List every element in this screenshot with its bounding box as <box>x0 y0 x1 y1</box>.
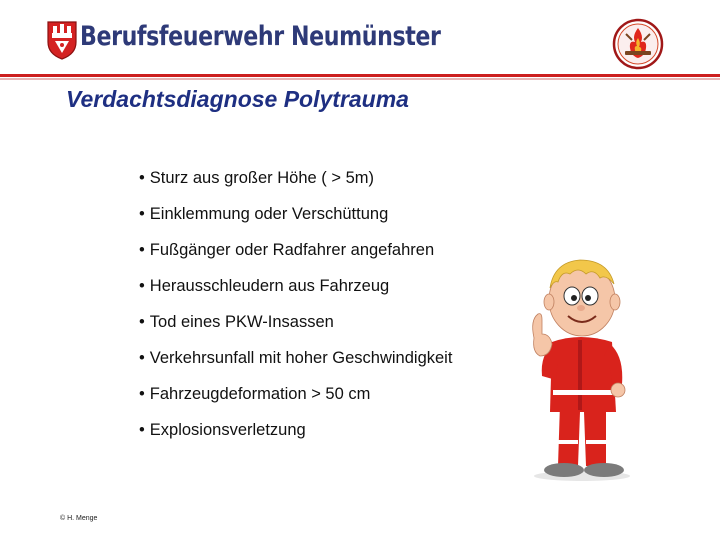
bullet-text: Einklemmung oder Verschüttung <box>149 205 389 223</box>
bullet-item <box>139 238 452 274</box>
bullet-glyph: • <box>139 241 145 259</box>
bullet-text: Fußgänger oder Radfahrer angefahren <box>149 241 435 259</box>
bullet-item <box>139 382 452 418</box>
bullet-item <box>139 346 452 382</box>
bullet-glyph: • <box>139 313 145 331</box>
bullet-text: Sturz aus großer Höhe ( > 5m) <box>149 169 374 187</box>
bullet-text: Tod eines PKW-Insassen <box>149 313 334 331</box>
bullet-text: Herausschleudern aus Fahrzeug <box>149 277 390 295</box>
bullet-glyph: • <box>139 385 145 403</box>
bullet-glyph: • <box>139 349 145 367</box>
bullet-text: Verkehrsunfall mit hoher Geschwindigkeit <box>149 349 453 367</box>
copyright-footer: © H. Menge <box>60 515 98 522</box>
bullet-glyph: • <box>139 169 145 187</box>
bullet-item <box>139 310 452 346</box>
fire-brigade-emblem-icon <box>612 18 664 70</box>
header-divider <box>0 74 720 77</box>
city-crest-icon <box>46 20 78 60</box>
bullet-glyph: • <box>139 277 145 295</box>
bullet-glyph: • <box>139 205 145 223</box>
bullet-item <box>139 202 452 238</box>
bullet-glyph: • <box>139 421 145 439</box>
bullet-item <box>139 166 452 202</box>
bullet-text: Explosionsverletzung <box>149 421 306 439</box>
organization-title: Berufsfeuerwehr Neumünster <box>80 21 441 52</box>
slide-title: Verdachtsdiagnose Polytrauma <box>66 86 409 112</box>
bullet-text: Fahrzeugdeformation > 50 cm <box>149 385 371 403</box>
bullet-item <box>139 418 452 454</box>
bullet-list <box>139 166 452 454</box>
bullet-item <box>139 274 452 310</box>
header-divider-shadow <box>0 78 720 80</box>
paramedic-mascot-icon <box>520 244 640 484</box>
